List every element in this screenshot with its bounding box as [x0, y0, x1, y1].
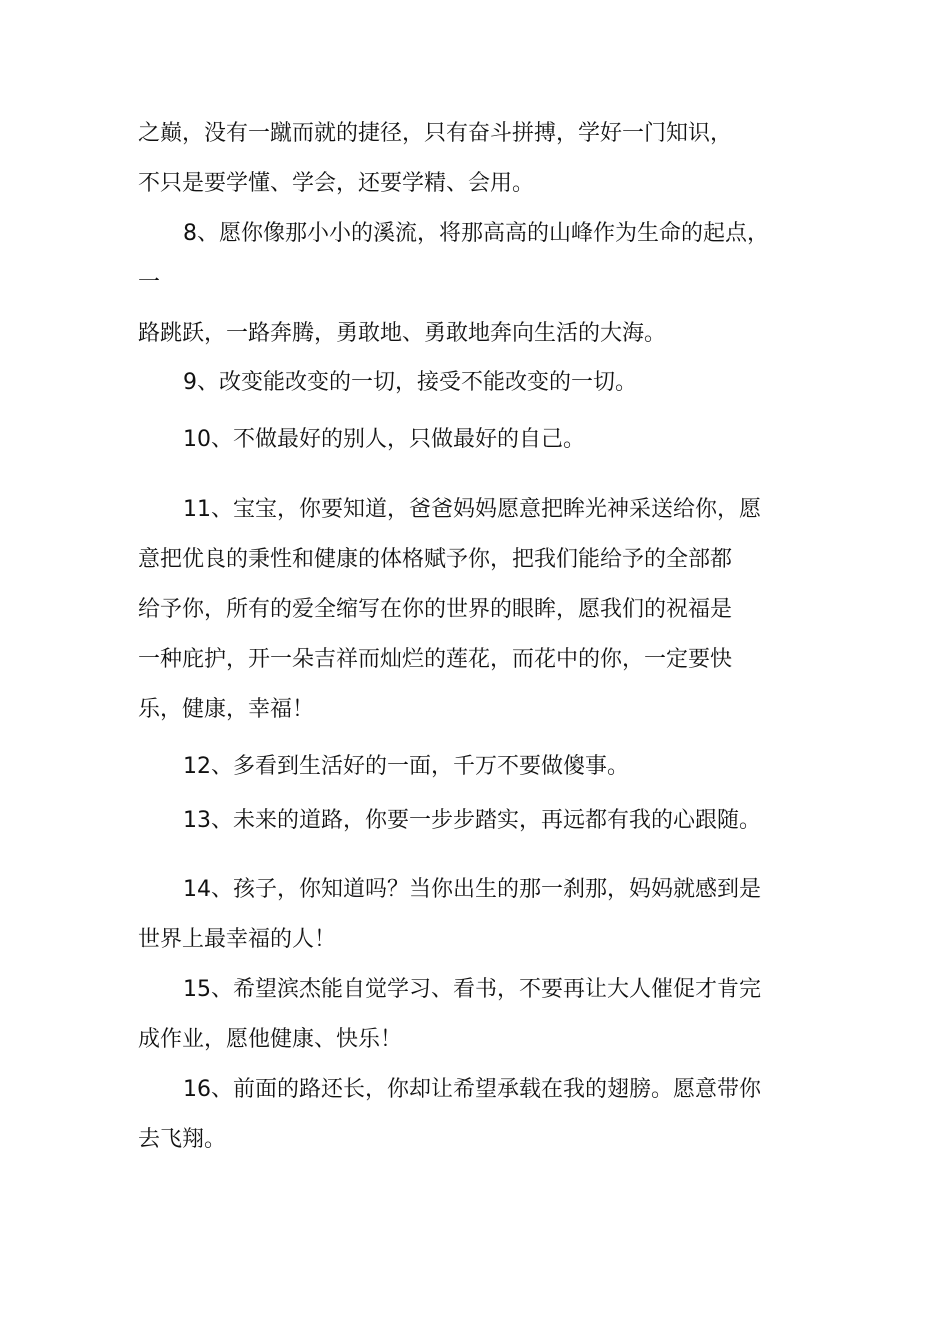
text-line: 13、未来的道路，你要一步步踏实，再远都有我的心跟随。 [183, 808, 761, 833]
text-line: 8、愿你像那小小的溪流，将那高高的山峰作为生命的起点， [183, 221, 769, 246]
text-line: 给予你，所有的爱全缩写在你的世界的眼眸，愿我们的祝福是 [138, 597, 733, 622]
text-line: 16、前面的路还长，你却让希望承载在我的翅膀。愿意带你 [183, 1077, 761, 1102]
text-line: 不只是要学懂、学会，还要学精、会用。 [138, 171, 535, 196]
text-line: 一 [138, 270, 161, 295]
text-line: 14、孩子，你知道吗？当你出生的那一刹那，妈妈就感到是 [183, 877, 761, 902]
text-line: 意把优良的秉性和健康的体格赋予你，把我们能给予的全部都 [138, 547, 733, 572]
text-line: 9、改变能改变的一切，接受不能改变的一切。 [183, 370, 637, 395]
text-line: 一种庇护，开一朵吉祥而灿烂的莲花，而花中的你，一定要快 [138, 647, 733, 672]
text-line: 世界上最幸福的人！ [138, 927, 337, 952]
text-line: 11、宝宝，你要知道，爸爸妈妈愿意把眸光神采送给你，愿 [183, 497, 761, 522]
text-line: 之巅，没有一蹴而就的捷径，只有奋斗拼搏，学好一门知识， [138, 121, 733, 146]
text-line: 乐，健康，幸福！ [138, 697, 315, 722]
text-line: 10、不做最好的别人，只做最好的自己。 [183, 427, 585, 452]
text-line: 12、多看到生活好的一面，千万不要做傻事。 [183, 754, 629, 779]
text-line: 去飞翔。 [138, 1127, 227, 1152]
text-line: 成作业，愿他健康、快乐！ [138, 1027, 403, 1052]
text-line: 15、希望滨杰能自觉学习、看书，不要再让大人催促才肯完 [183, 977, 761, 1002]
text-line: 路跳跃，一路奔腾，勇敢地、勇敢地奔向生活的大海。 [138, 321, 667, 346]
